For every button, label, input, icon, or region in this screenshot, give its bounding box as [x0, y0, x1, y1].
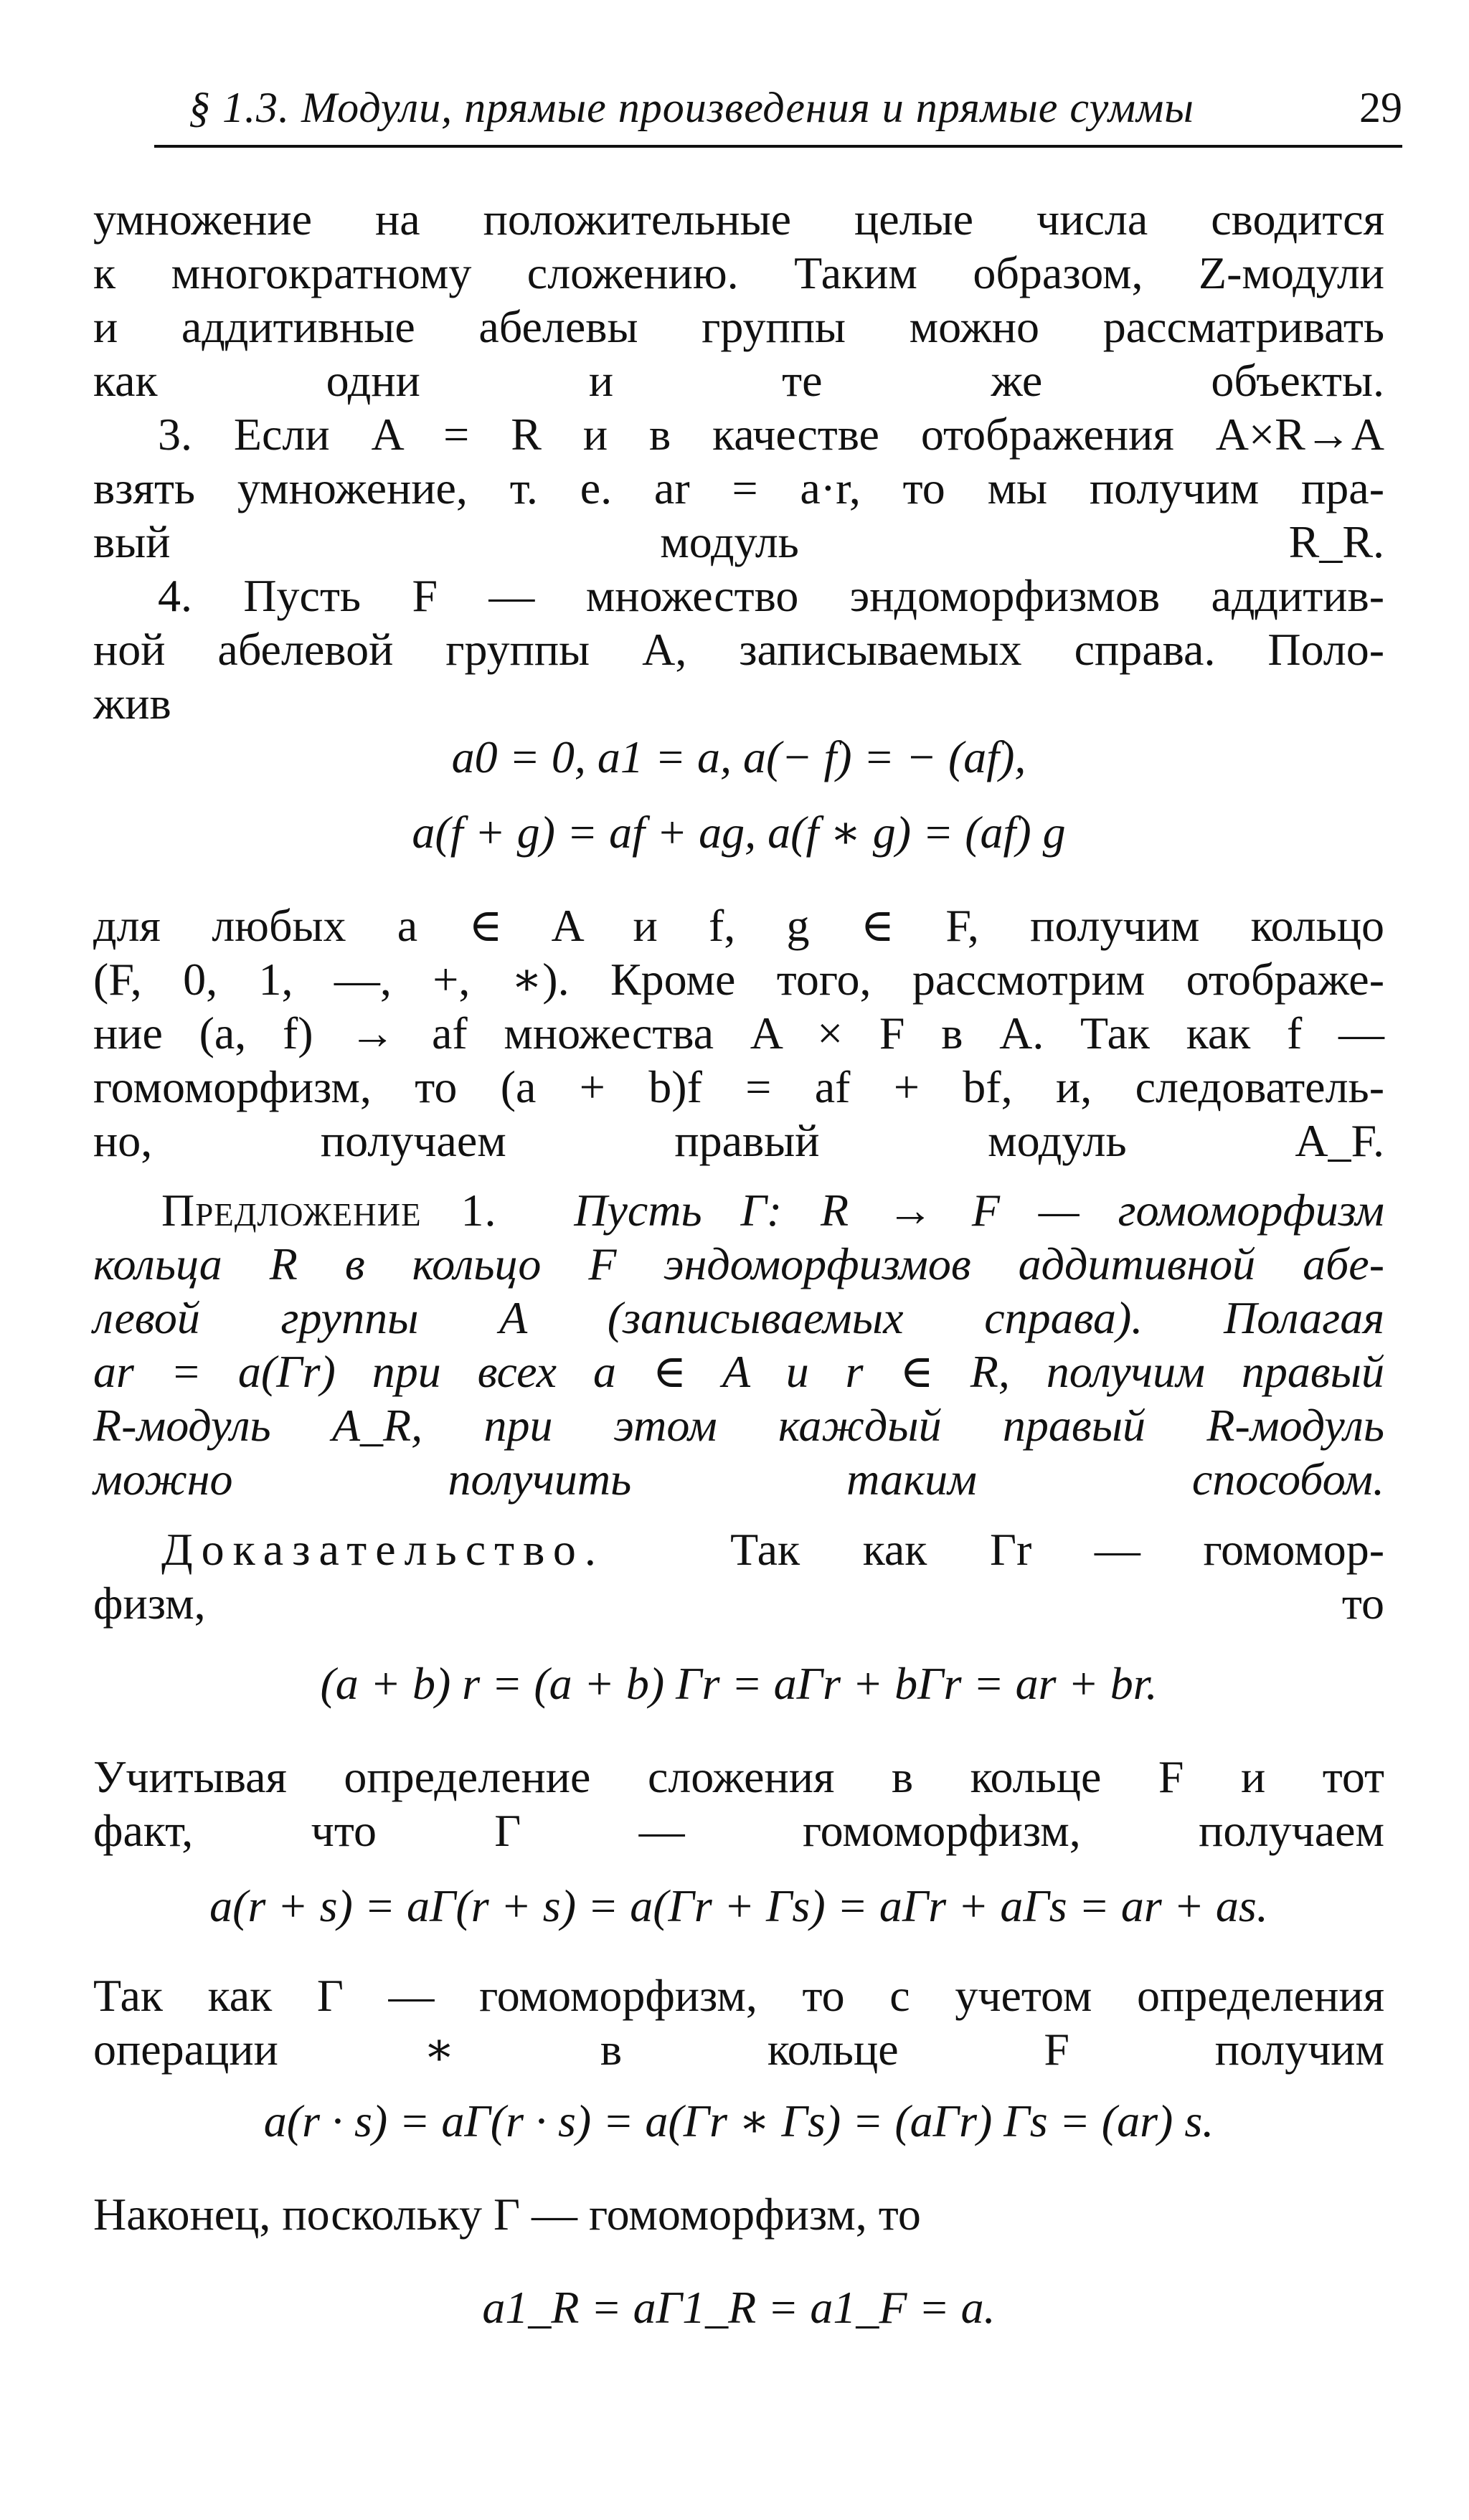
text-line: Учитывая определение сложения в кольце F и тот	[93, 1751, 1384, 1802]
text-line: Так как Γ — гомоморфизм, то с учетом определения	[93, 1970, 1384, 2021]
paragraph-4	[93, 899, 1384, 1167]
text-line: факт, что Γ — гомоморфизм, получаем	[93, 1805, 1384, 1856]
proof-first-line	[93, 1522, 1384, 1576]
text-line: Наконец, поскольку Γ — гомоморфизм, то	[93, 2189, 921, 2240]
paragraph-1	[93, 192, 1384, 407]
text-line: взять умножение, т. е. ar = a·r, то мы получим пра-	[93, 463, 1384, 513]
text-line: и аддитивные абелевы группы можно рассматривать	[93, 301, 1384, 352]
page-number: 29	[1359, 84, 1402, 131]
equation-6: a1_R = aΓ1_R = a1_F = a.	[482, 2282, 996, 2333]
text-line: 3. Если A = R и в качестве отображения A×R→A	[158, 409, 1384, 460]
text-line: к многократному сложению. Таким образом, Z-модули	[93, 247, 1384, 298]
proposition-1	[93, 1183, 1384, 1506]
proposition-first-line	[93, 1183, 1384, 1237]
text-line: ar = a(Γr) при всех a ∈ A и r ∈ R, получим правый	[93, 1346, 1385, 1397]
header-title: § 1.3. Модули, прямые произведения и прямые суммы	[189, 84, 1194, 131]
paragraph-3	[93, 569, 1384, 730]
proposition-text: Пусть Γ: R → F — гомоморфизм	[574, 1185, 1385, 1236]
equation-1: a0 = 0, a1 = a, a(− f) = − (af),	[451, 731, 1026, 782]
proof	[93, 1522, 1384, 1630]
text-line: физм, то	[93, 1578, 1384, 1629]
text-line: для любых a ∈ A и f, g ∈ F, получим кольцо	[93, 900, 1384, 951]
equation-3: (a + b) r = (a + b) Γr = aΓr + bΓr = ar + br.	[320, 1658, 1158, 1709]
text-line: R-модуль A_R, при этом каждый правый R-модуль	[93, 1400, 1384, 1451]
header-rule	[154, 145, 1402, 148]
text-line: гомоморфизм, то (a + b)f = af + bf, и, следователь-	[93, 1061, 1384, 1112]
text-line: операции ∗ в кольце F получим	[93, 2024, 1384, 2075]
proof-label: Доказательство.	[161, 1524, 605, 1575]
paragraph-2	[93, 407, 1384, 569]
equation-2: a(f + g) = af + ag, a(f ∗ g) = (af) g	[412, 807, 1066, 858]
text-line: вый модуль R_R.	[93, 516, 1384, 567]
running-header	[154, 77, 1402, 149]
text-line: ной абелевой группы A, записываемых справа. Поло-	[93, 624, 1384, 675]
text-line: ние (a, f) → af множества A × F в A. Так как f —	[93, 1008, 1384, 1058]
paragraph-5	[93, 1750, 1384, 1857]
text-line: жив	[93, 678, 171, 729]
paragraph-6	[93, 1969, 1384, 2076]
equation-5: a(r · s) = aΓ(r · s) = a(Γr ∗ Γs) = (aΓr) Γs = (ar) s.	[263, 2095, 1214, 2146]
text-line: 4. Пусть F — множество эндоморфизмов аддитив-	[158, 570, 1384, 621]
text-line: можно получить таким способом.	[93, 1454, 1384, 1505]
proposition-label: Предложение 1.	[161, 1185, 497, 1236]
proof-text: Так как Γr — гомомор-	[730, 1524, 1384, 1575]
text-line: левой группы A (записываемых справа). Полагая	[93, 1292, 1384, 1343]
text-line: как одни и те же объекты.	[93, 355, 1384, 406]
paragraph-7	[93, 2187, 1384, 2241]
text-line: кольца R в кольцо F эндоморфизмов аддитивной абе-	[93, 1238, 1384, 1289]
text-line: но, получаем правый модуль A_F.	[93, 1115, 1384, 1166]
text-line: умножение на положительные целые числа сводится	[93, 194, 1384, 245]
text-line: (F, 0, 1, —, +, ∗). Кроме того, рассмотрим отображе-	[93, 954, 1384, 1005]
equation-4: a(r + s) = aΓ(r + s) = a(Γr + Γs) = aΓr + aΓs = ar + as.	[209, 1880, 1268, 1931]
